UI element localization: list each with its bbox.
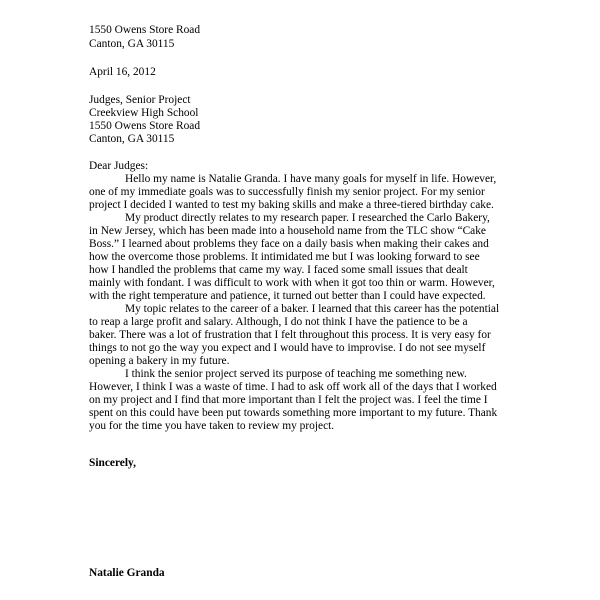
body-line: I think the senior project served its purpose of teaching me something new. [125, 368, 467, 380]
letter-date: April 16, 2012 [89, 66, 156, 78]
body-line: you for the time you have taken to review my project. [89, 420, 335, 432]
body-line: with the right temperature and patience, it turned out better than I could have expected. [89, 290, 486, 302]
recipient-line-1: Judges, Senior Project [89, 94, 191, 106]
body-line: mainly with fondant. I was difficult to work with when it got too thin or warm. However, [89, 277, 495, 289]
body-line: Boss.” I learned about problems they face on a daily basis when making their cakes and [89, 238, 489, 250]
sender-address-line-2: Canton, GA 30115 [89, 38, 175, 50]
closing: Sincerely, [89, 457, 136, 469]
recipient-line-3: 1550 Owens Store Road [89, 120, 201, 132]
sender-address-line-1: 1550 Owens Store Road [89, 24, 201, 36]
body-line: on my project and I find that more important than I felt the project was. I feel the time I [89, 394, 488, 406]
body-line: However, I think I was a waste of time. I had to ask off work all of the days that I worked [89, 381, 497, 393]
body-line: how I handled the problems that came my way. I faced some small issues that dealt [89, 264, 468, 276]
body-line: to reap a large profit and salary. Although, I do not think I have the patience to be a [89, 316, 468, 328]
salutation: Dear Judges: [89, 160, 149, 172]
body-line: baker. There was a lot of frustration that I felt throughout this process. It is very easy for [89, 329, 491, 341]
body-line: how the overcome those problems. It intimidated me but I was looking forward to see [89, 251, 480, 263]
body-line: things to not go the way you expect and I would have to improvise. I do not see myself [89, 342, 486, 354]
recipient-line-4: Canton, GA 30115 [89, 133, 175, 145]
signature-name: Natalie Granda [89, 567, 165, 579]
body-line: opening a bakery in my future. [89, 355, 230, 367]
body-line: spent on this could have been put towards something more important to my future. Thank [89, 407, 498, 419]
body-line: My product directly relates to my research paper. I researched the Carlo Bakery, [125, 212, 490, 224]
body-line: My topic relates to the career of a baker. I learned that this career has the potential [125, 303, 500, 315]
body-line: in New Jersey, which has been made into a household name from the TLC show “Cake [89, 225, 486, 237]
recipient-line-2: Creekview High School [89, 107, 199, 119]
body-line: one of my immediate goals was to successfully finish my senior project. For my senior [89, 186, 485, 198]
body-line: Hello my name is Natalie Granda. I have many goals for myself in life. However, [125, 173, 497, 185]
body-line: project I decided I wanted to test my baking skills and make a three-tiered birthday cake. [89, 199, 494, 211]
